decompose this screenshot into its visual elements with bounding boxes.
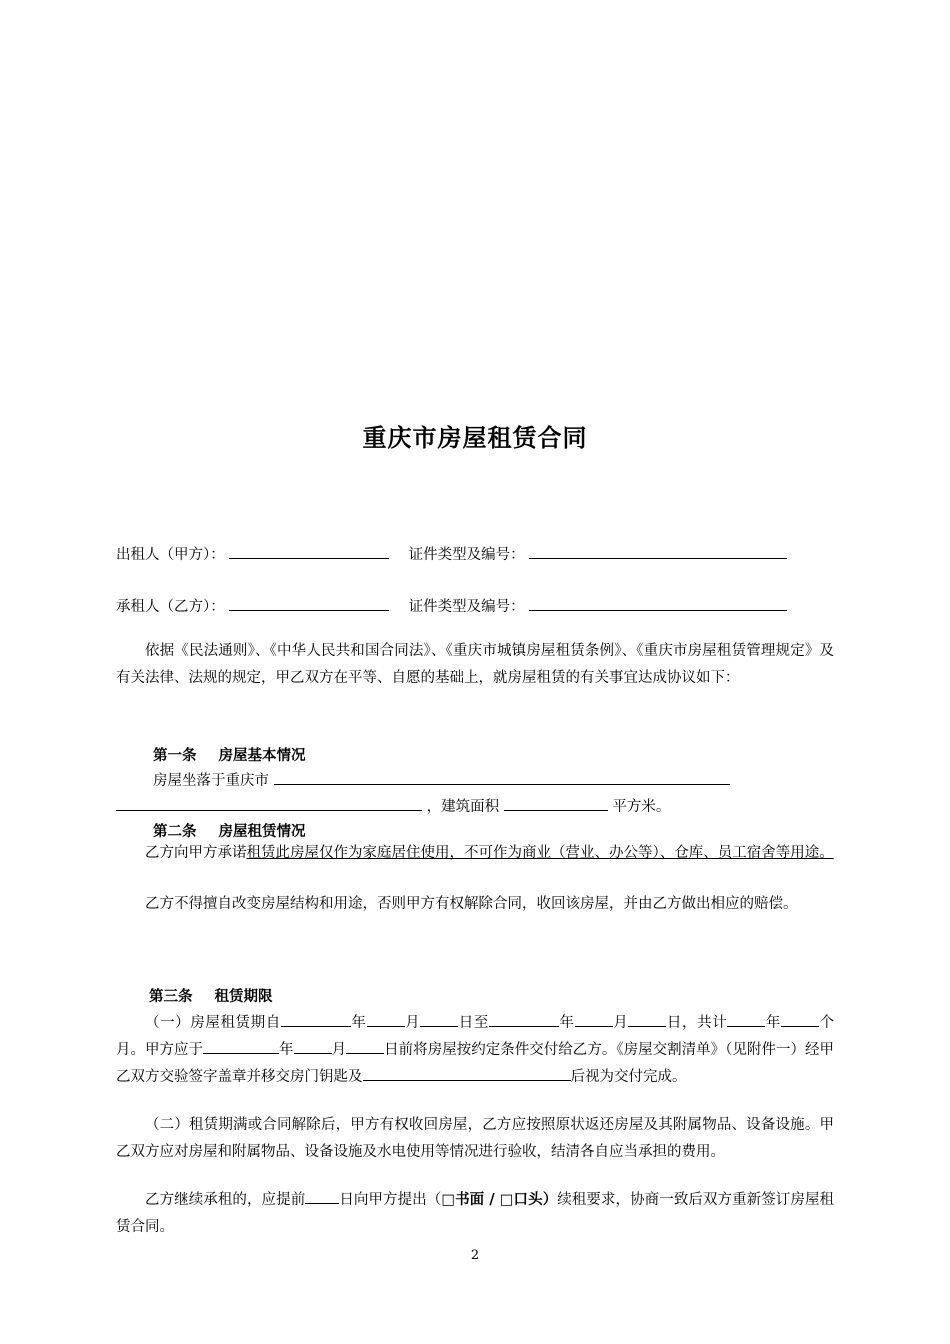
renewal-suffix: 续租要求，协商一致后双方重新签订房屋租赁合同。 [116, 1192, 835, 1235]
day-to-label: 日至 [458, 1015, 489, 1031]
term-start-label: （一）房屋租赁期自 [145, 1015, 281, 1031]
month-label: 月 [404, 1015, 421, 1031]
area-blank[interactable] [504, 795, 608, 811]
party-b-label: 承租人（乙方）： [116, 599, 225, 615]
location-blank-2[interactable] [116, 795, 422, 811]
party-b-id-blank[interactable] [529, 595, 787, 611]
article1-location-line [153, 769, 730, 791]
article2-paragraph-1 [116, 840, 834, 867]
article3-paragraph-1 [116, 1010, 834, 1091]
handover-year-blank[interactable] [203, 1038, 279, 1054]
party-b-line [116, 595, 787, 617]
year-label: 年 [765, 1015, 781, 1031]
article1-location-label: 房屋坐落于重庆市 [153, 773, 269, 789]
article3-number: 第三条 [149, 988, 193, 1005]
article3-paragraph-3 [116, 1186, 834, 1241]
end-day-blank[interactable] [628, 1011, 666, 1027]
article1-number: 第一条 [153, 747, 197, 764]
start-day-blank[interactable] [420, 1011, 458, 1027]
article1-area-line [116, 795, 670, 817]
day-total-label: 日，共计 [666, 1015, 728, 1031]
article2-title: 房屋租赁情况 [218, 823, 306, 840]
party-a-line [116, 543, 787, 565]
article1-heading [153, 744, 306, 765]
article1-area-label: ，建筑面积 [426, 799, 500, 815]
article2-number: 第二条 [153, 823, 197, 840]
article1-area-unit: 平方米。 [612, 799, 671, 815]
handover-text: 日前将房屋按约定条件交付给乙方。《房屋交割清单》（见附件一）经甲乙双方交验签字盖章并移交房门钥匙及 [116, 1042, 835, 1085]
intro-paragraph: 依据《民法通则》、《中华人民共和国合同法》、《重庆市城镇房屋租赁条例》、《重庆市房屋租赁管理规定》及有关法律、法规的规定，甲乙双方在平等、自愿的基础上，就房屋租赁的有关事宜达成协议如下： [116, 643, 834, 686]
party-a-id-label: 证件类型及编号： [408, 547, 525, 563]
month-label: 月 [612, 1015, 629, 1031]
article2-p1-prefix: 乙方向甲方承诺 [145, 845, 247, 861]
end-month-blank[interactable] [575, 1011, 613, 1027]
party-b-name-blank[interactable] [229, 595, 389, 611]
article1-title: 房屋基本情况 [218, 747, 306, 764]
renewal-days-blank[interactable] [305, 1188, 339, 1204]
start-year-blank[interactable] [281, 1011, 351, 1027]
handover-items-blank[interactable] [363, 1065, 571, 1081]
renewal-mid: 日向甲方提出（ [339, 1192, 442, 1208]
written-option-checkbox[interactable]: □书面 [441, 1191, 485, 1208]
year-label: 年 [279, 1042, 294, 1058]
months-label: 个月。甲方应于 [116, 1015, 835, 1058]
renewal-prefix: 乙方继续承租的，应提前 [145, 1192, 306, 1208]
handover-month-blank[interactable] [294, 1038, 332, 1054]
option-separator: / [484, 1191, 500, 1208]
article2-heading [153, 820, 306, 841]
party-a-id-blank[interactable] [529, 543, 787, 559]
start-month-blank[interactable] [367, 1011, 405, 1027]
contract-title: 重庆市房屋租赁合同 [362, 424, 588, 452]
page-number: 2 [470, 1248, 480, 1263]
article3-title: 租赁期限 [214, 988, 273, 1005]
party-a-label: 出租人（甲方）： [116, 547, 225, 563]
end-year-blank[interactable] [489, 1011, 559, 1027]
article3-heading [149, 985, 273, 1006]
total-months-blank[interactable] [781, 1011, 819, 1027]
article3-paragraph-2: （二）租赁期满或合同解除后，甲方有权收回房屋，乙方应按照原状返还房屋及其附属物品、设备设施。甲乙双方应对房屋和附属物品、设备设施及水电使用等情况进行验收，结清各自应当承担的费用。 [116, 1117, 834, 1160]
month-label: 月 [331, 1042, 347, 1058]
location-blank-1[interactable] [274, 769, 730, 785]
handover-end-text: 后视为交付完成。 [570, 1069, 687, 1085]
verbal-option-checkbox[interactable]: □口头） [499, 1191, 558, 1208]
handover-day-blank[interactable] [346, 1038, 384, 1054]
total-years-blank[interactable] [727, 1011, 765, 1027]
year-label: 年 [558, 1015, 575, 1031]
article2-paragraph-2: 乙方不得擅自改变房屋结构和用途，否则甲方有权解除合同，收回该房屋，并由乙方做出相应的赔偿。 [145, 896, 798, 912]
article2-p1-underlined: 租赁此房屋仅作为家庭居住使用，不可作为商业（营业、办公等）、仓库、员工宿舍等用途。 [246, 845, 834, 861]
party-a-name-blank[interactable] [229, 543, 389, 559]
party-b-id-label: 证件类型及编号： [408, 599, 525, 615]
year-label: 年 [350, 1015, 367, 1031]
